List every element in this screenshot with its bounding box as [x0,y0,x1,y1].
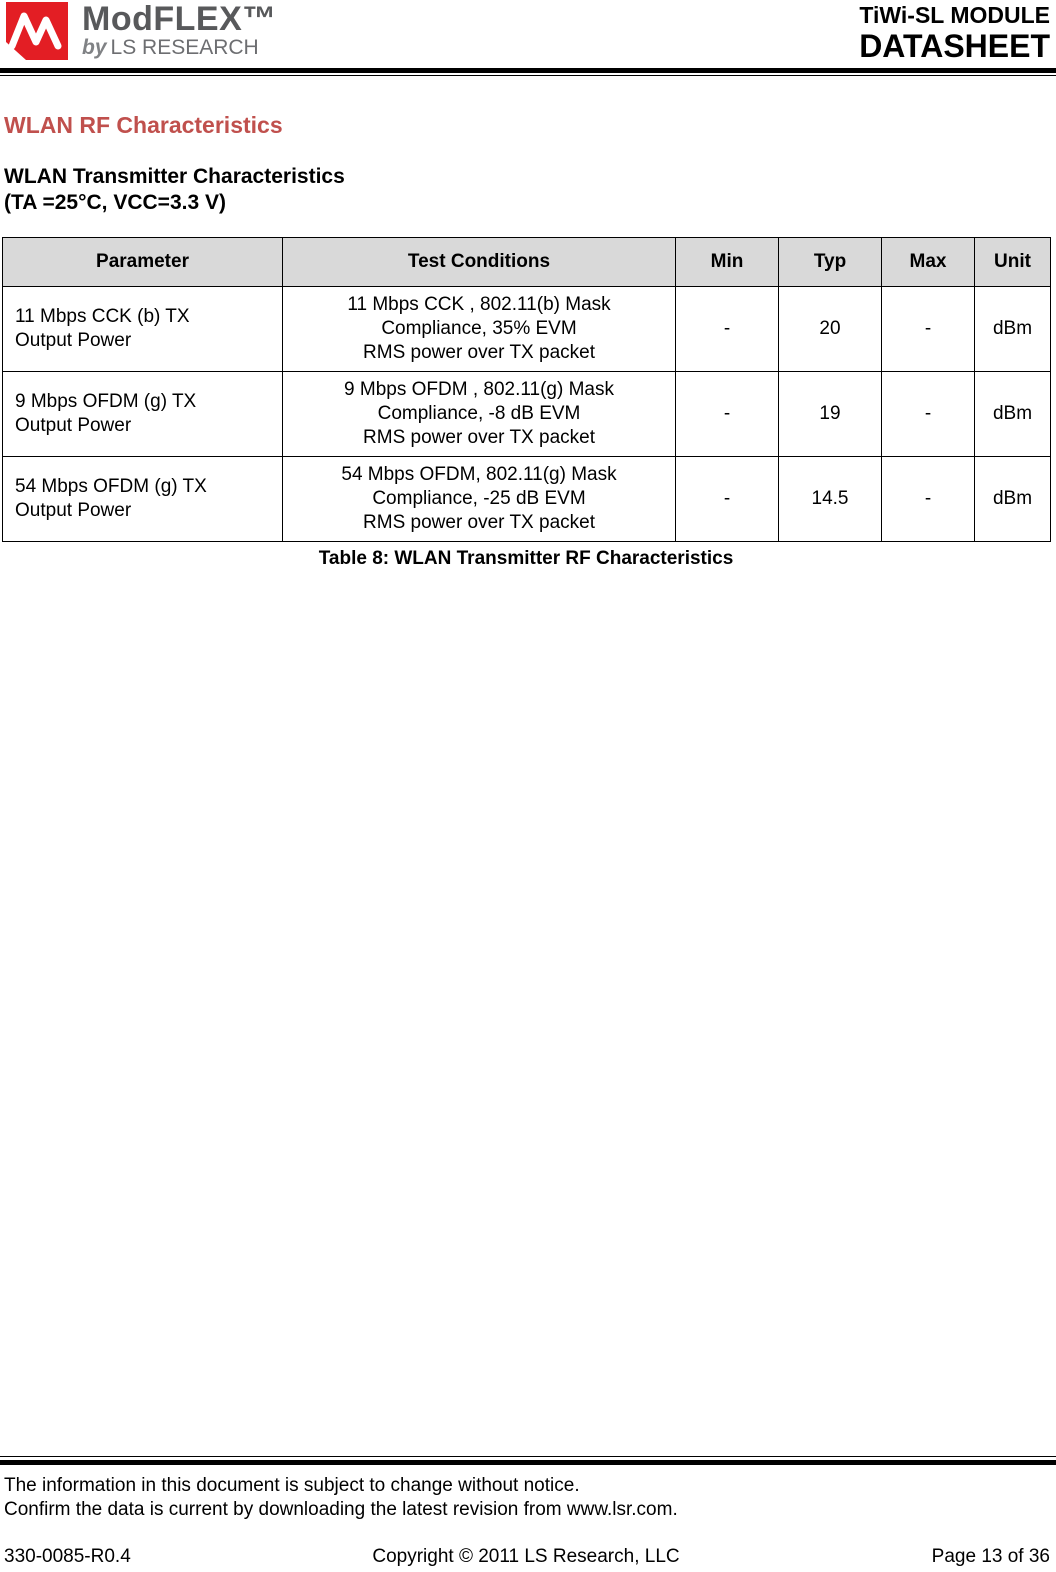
subsection-conditions: (TA =25°C, VCC=3.3 V) [4,191,226,214]
condition-line: RMS power over TX packet [363,427,595,448]
condition-line: 11 Mbps CCK , 802.11(b) Mask [347,294,611,315]
footer-rule-thick [0,1460,1056,1465]
condition-line: 54 Mbps OFDM, 802.11(g) Mask [341,464,617,485]
cell-min: - [676,457,779,542]
cell-parameter [3,457,283,542]
footer-notice: The information in this document is subject to change without notice. [4,1475,580,1496]
table-caption: Table 8: WLAN Transmitter RF Characteristics [318,548,734,569]
cell-typ: 20 [779,287,882,372]
footer-rule-thin [0,1456,1056,1457]
condition-line: Compliance, -8 dB EVM [377,403,581,424]
parameter-line: Output Power [15,415,132,436]
header-parameter: Parameter [3,238,283,287]
cell-max: - [882,372,975,457]
header-min: Min [676,238,779,287]
logo-subtitle [82,36,259,60]
table-row [3,457,1051,542]
cell-max: - [882,457,975,542]
copyright: Copyright © 2011 LS Research, LLC [372,1546,680,1567]
logo-title: ModFLEX™ [82,0,277,38]
logo-by: by [82,36,107,59]
cell-parameter [3,287,283,372]
page-number: Page 13 of 36 [931,1546,1050,1567]
cell-test-conditions [283,457,676,542]
document-type: DATASHEET [859,28,1050,64]
document-number: 330-0085-R0.4 [4,1546,131,1567]
cell-min: - [676,372,779,457]
condition-line: RMS power over TX packet [363,512,595,533]
wlan-transmitter-table [2,237,1051,542]
cell-parameter [3,372,283,457]
footer-notice-revision: Confirm the data is current by downloading the latest revision from www.lsr.com. [4,1499,678,1520]
parameter-line: 54 Mbps OFDM (g) TX [15,476,207,497]
parameter-line: Output Power [15,330,132,351]
condition-line: RMS power over TX packet [363,342,595,363]
parameter-line: 9 Mbps OFDM (g) TX [15,391,197,412]
condition-line: Compliance, -25 dB EVM [372,488,586,509]
cell-unit: dBm [975,372,1051,457]
cell-min: - [676,287,779,372]
cell-unit: dBm [975,457,1051,542]
cell-typ: 19 [779,372,882,457]
header-test-conditions: Test Conditions [283,238,676,287]
condition-line: 9 Mbps OFDM , 802.11(g) Mask [344,379,614,400]
lsr-logo-icon [6,2,68,60]
cell-test-conditions [283,372,676,457]
subsection-title: WLAN Transmitter Characteristics [4,165,345,188]
header-rule-thin [0,75,1056,76]
header-unit: Unit [975,238,1051,287]
module-name: TiWi-SL MODULE [859,2,1050,28]
section-title: WLAN RF Characteristics [4,112,283,138]
header-typ: Typ [779,238,882,287]
parameter-line: Output Power [15,500,132,521]
table-header-row [3,238,1051,287]
condition-line: Compliance, 35% EVM [381,318,577,339]
cell-max: - [882,287,975,372]
parameter-line: 11 Mbps CCK (b) TX [15,306,190,327]
table-row [3,287,1051,372]
cell-unit: dBm [975,287,1051,372]
logo-company: LS RESEARCH [110,36,259,59]
table-row [3,372,1051,457]
cell-typ: 14.5 [779,457,882,542]
header-max: Max [882,238,975,287]
cell-test-conditions [283,287,676,372]
header-rule-thick [0,68,1056,73]
